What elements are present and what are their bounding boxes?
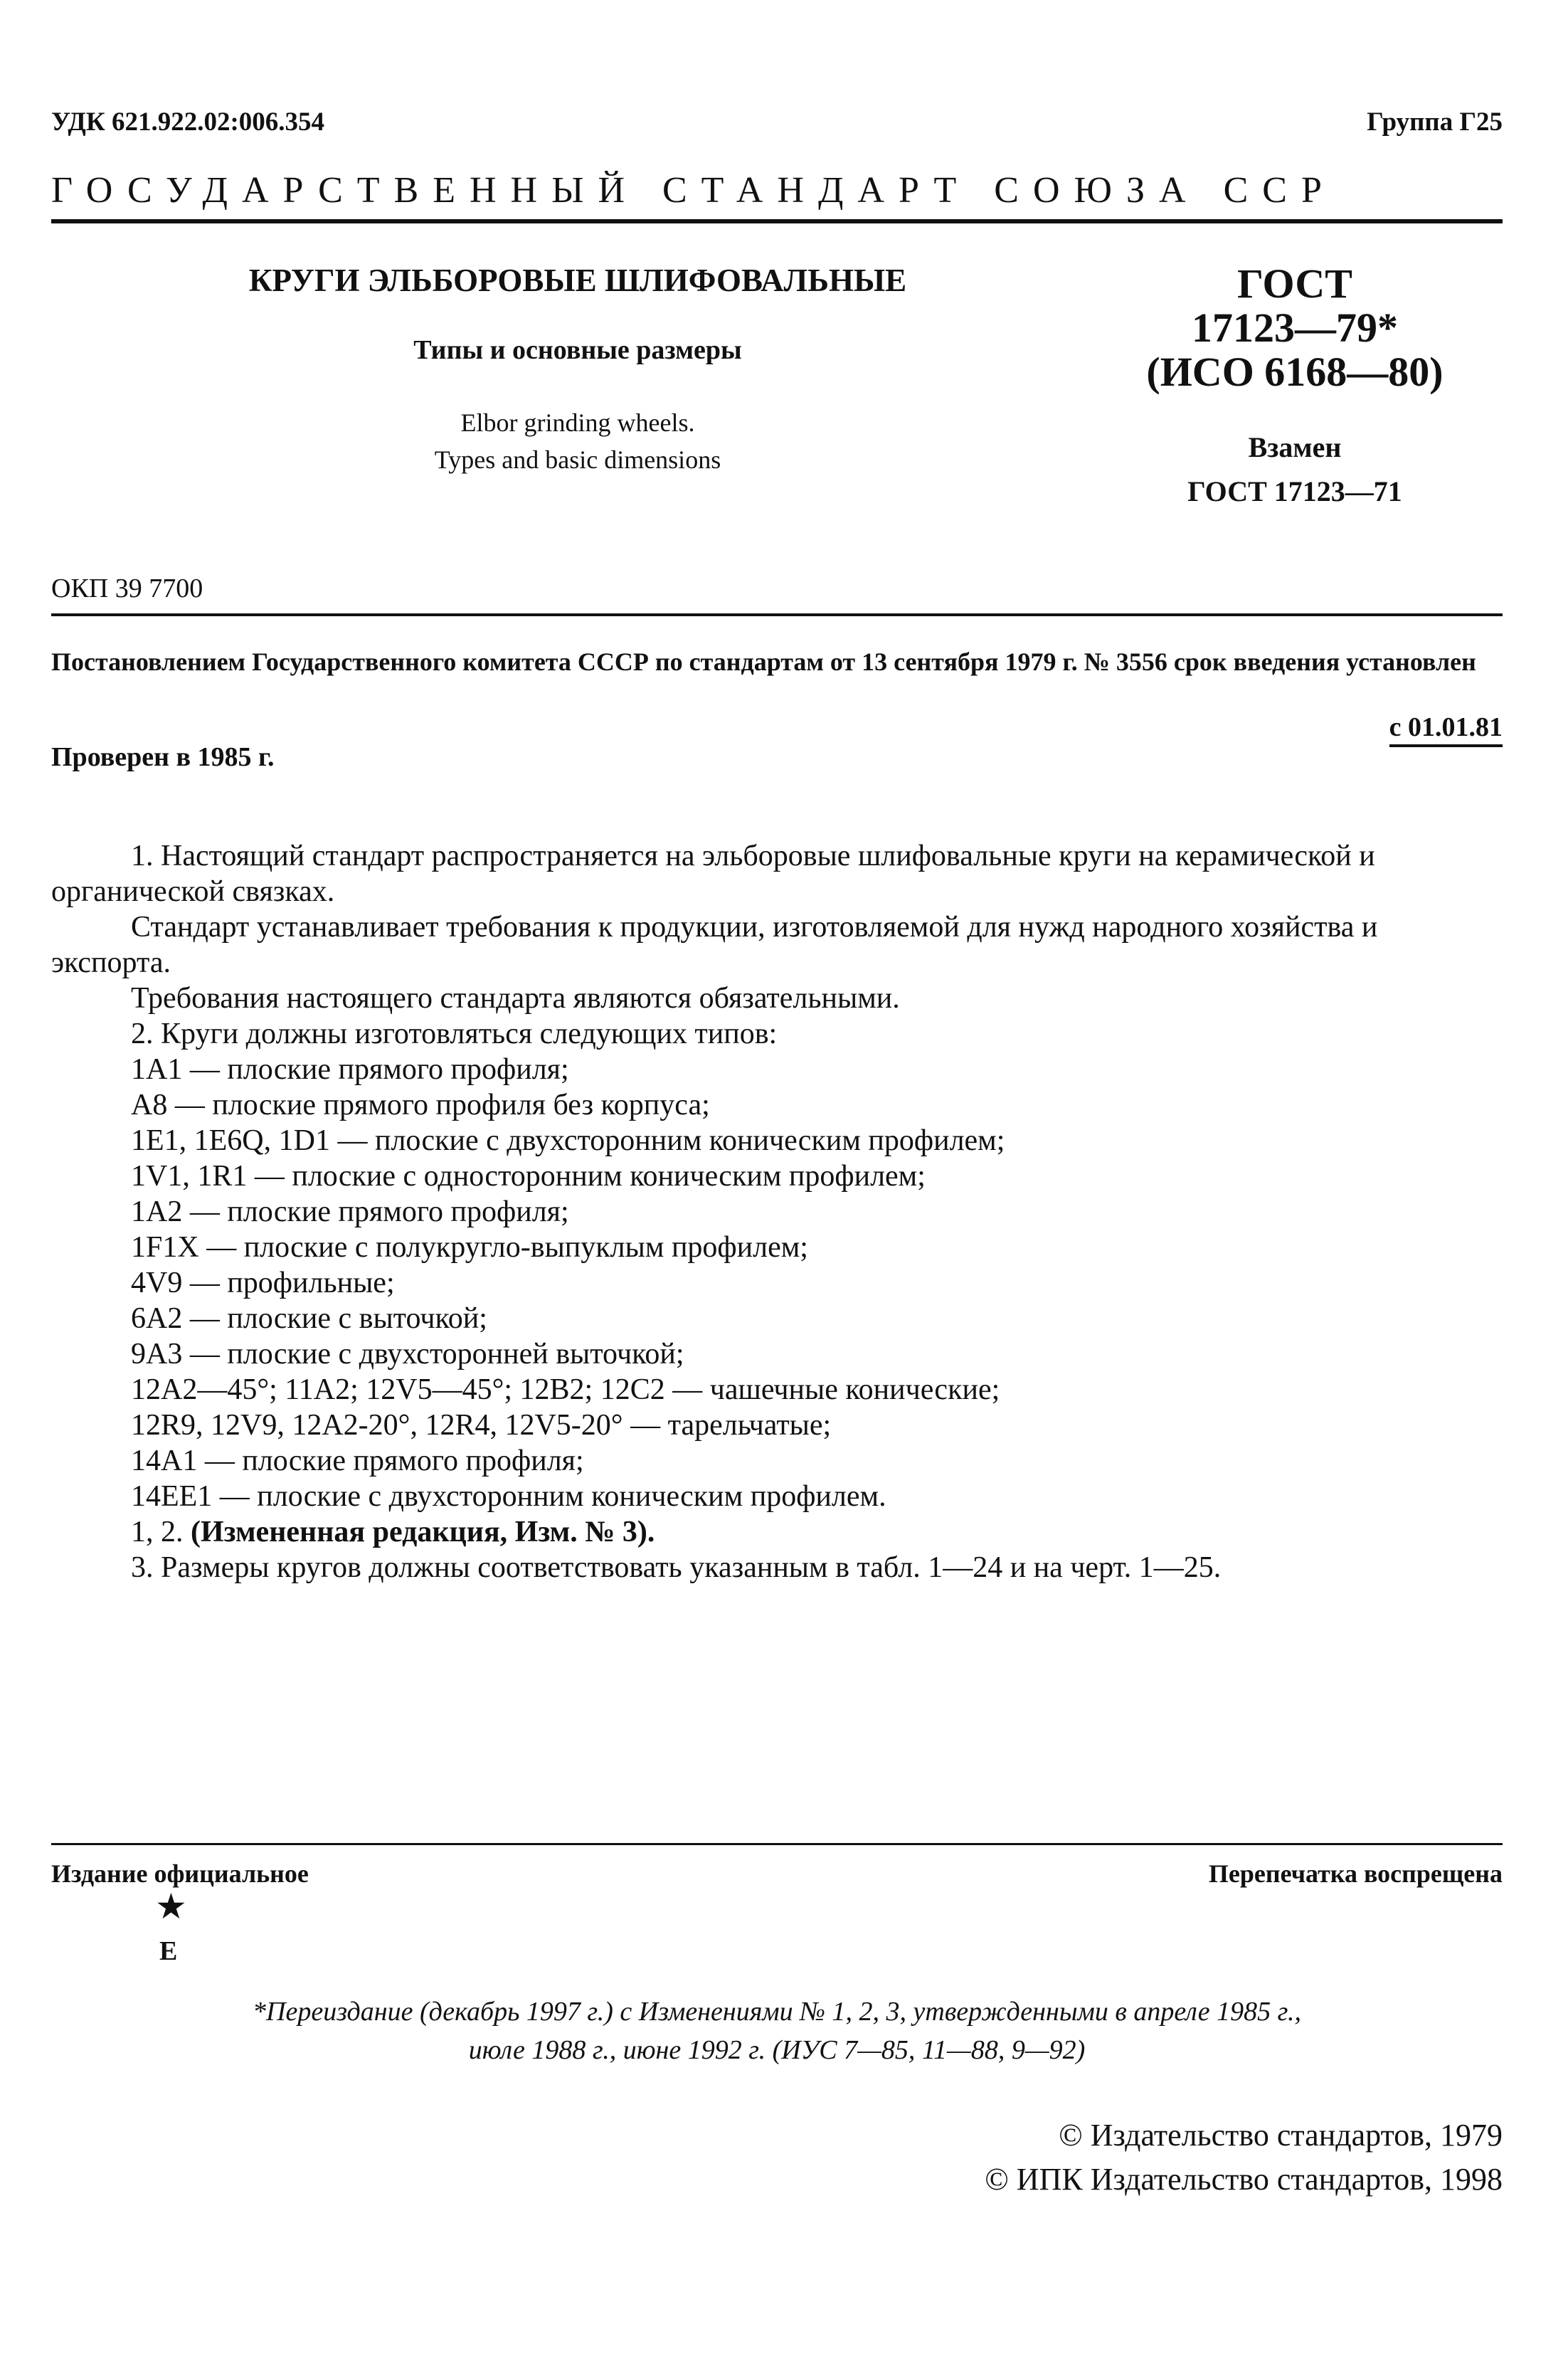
replaces-block (1110, 426, 1480, 514)
list-item: 6А2 — плоские с выточкой; (131, 1302, 487, 1335)
effective-date: с 01.01.81 (1389, 712, 1503, 747)
gost-label: ГОСТ (1237, 260, 1352, 307)
document-body (51, 838, 1503, 1585)
english-title-line-1: Elbor grinding wheels. (460, 408, 695, 437)
official-edition-label: Издание официальное (51, 1859, 309, 1888)
copyright-line-2: © ИПК Издательство стандартов, 1998 (985, 2162, 1503, 2197)
paragraph-dimensions: 3. Размеры кругов должны соответствовать указанным в табл. 1—24 и на черт. 1—25. (131, 1551, 1222, 1584)
paragraph-requirements: Стандарт устанавливает требования к продукции, изготовляемой для нужд народного хозяйства и экспорта. (51, 911, 1378, 979)
list-item: 4V9 — профильные; (131, 1267, 395, 1299)
okp-rule (51, 613, 1503, 616)
list-item: 14А1 — плоские прямого профиля; (131, 1445, 584, 1477)
amendment-text: (Измененная редакция, Изм. № 3). (191, 1516, 655, 1548)
list-item: 1А1 — плоские прямого профиля; (131, 1053, 569, 1086)
replaces-label: Взамен (1248, 431, 1342, 463)
english-title-line-2: Types and basic dimensions (434, 445, 721, 474)
document-subtitle: Типы и основные размеры (413, 335, 742, 365)
amendment-note (51, 1514, 1503, 1550)
header-rule (51, 219, 1503, 223)
udk-code: УДК 621.922.02:006.354 (51, 107, 325, 137)
reprint-note-line-1: *Переиздание (декабрь 1997 г.) с Изменениями № 1, 2, 3, утвержденными в апреле 1985 г., (253, 1997, 1301, 2027)
list-item: 1F1X — плоские с полукругло-выпуклым профилем; (131, 1231, 808, 1264)
state-standard-heading: ГОСУДАРСТВЕННЫЙ СТАНДАРТ СОЮЗА ССР (51, 170, 1336, 211)
amendment-number: 1, 2. (131, 1516, 184, 1548)
replaced-standard: ГОСТ 17123—71 (1187, 475, 1402, 507)
star-icon: ★ (155, 1886, 187, 1926)
reprint-note (51, 1992, 1503, 2069)
english-title (51, 404, 1104, 478)
no-reprint-label: Перепечатка воспрещена (1208, 1859, 1503, 1888)
list-item: 1V1, 1R1 — плоские с односторонним коническим профилем; (131, 1160, 926, 1193)
copyright-block (985, 2113, 1503, 2202)
paragraph-mandatory: Требования настоящего стандарта являются обязательными. (131, 982, 900, 1015)
gost-number: 17123—79* (1192, 305, 1398, 351)
paragraph-types-intro: 2. Круги должны изготовляться следующих типов: (131, 1018, 778, 1050)
letter-e-mark: Е (159, 1936, 178, 1966)
list-item: 12R9, 12V9, 12А2-20°, 12R4, 12V5-20° — тарельчатые; (131, 1409, 832, 1442)
okp-code: ОКП 39 7700 (51, 574, 203, 603)
decree-text: Постановлением Государственного комитета СССР по стандартам от 13 сентября 1979 г. № 3556 срок введения установлен (51, 648, 1476, 676)
gost-number-block (1110, 262, 1480, 394)
document-title: КРУГИ ЭЛЬБОРОВЫЕ ШЛИФОВАЛЬНЫЕ (248, 263, 907, 298)
list-item: 14ЕЕ1 — плоские с двухсторонним коническим профилем. (131, 1480, 886, 1513)
paragraph-scope: 1. Настоящий стандарт распространяется на эльборовые шлифовальные круги на керамической и органической связках. (51, 840, 1375, 908)
footer-rule (51, 1843, 1503, 1845)
list-item: 9А3 — плоские с двухсторонней выточкой; (131, 1338, 684, 1371)
list-item: 1Е1, 1Е6Q, 1D1 — плоские с двухсторонним коническим профилем; (131, 1124, 1005, 1157)
checked-note: Проверен в 1985 г. (51, 742, 275, 772)
list-item: А8 — плоские прямого профиля без корпуса; (131, 1089, 710, 1121)
iso-number: (ИСО 6168—80) (1146, 349, 1443, 395)
list-item: 12А2—45°; 11А2; 12V5—45°; 12В2; 12С2 — чашечные конические; (131, 1373, 1000, 1406)
copyright-line-1: © Издательство стандартов, 1979 (1059, 2118, 1503, 2153)
group-code: Группа Г25 (1367, 107, 1503, 137)
list-item: 1А2 — плоские прямого профиля; (131, 1195, 569, 1228)
reprint-note-line-2: июле 1988 г., июне 1992 г. (ИУС 7—85, 11—88, 9—92) (468, 2035, 1086, 2065)
